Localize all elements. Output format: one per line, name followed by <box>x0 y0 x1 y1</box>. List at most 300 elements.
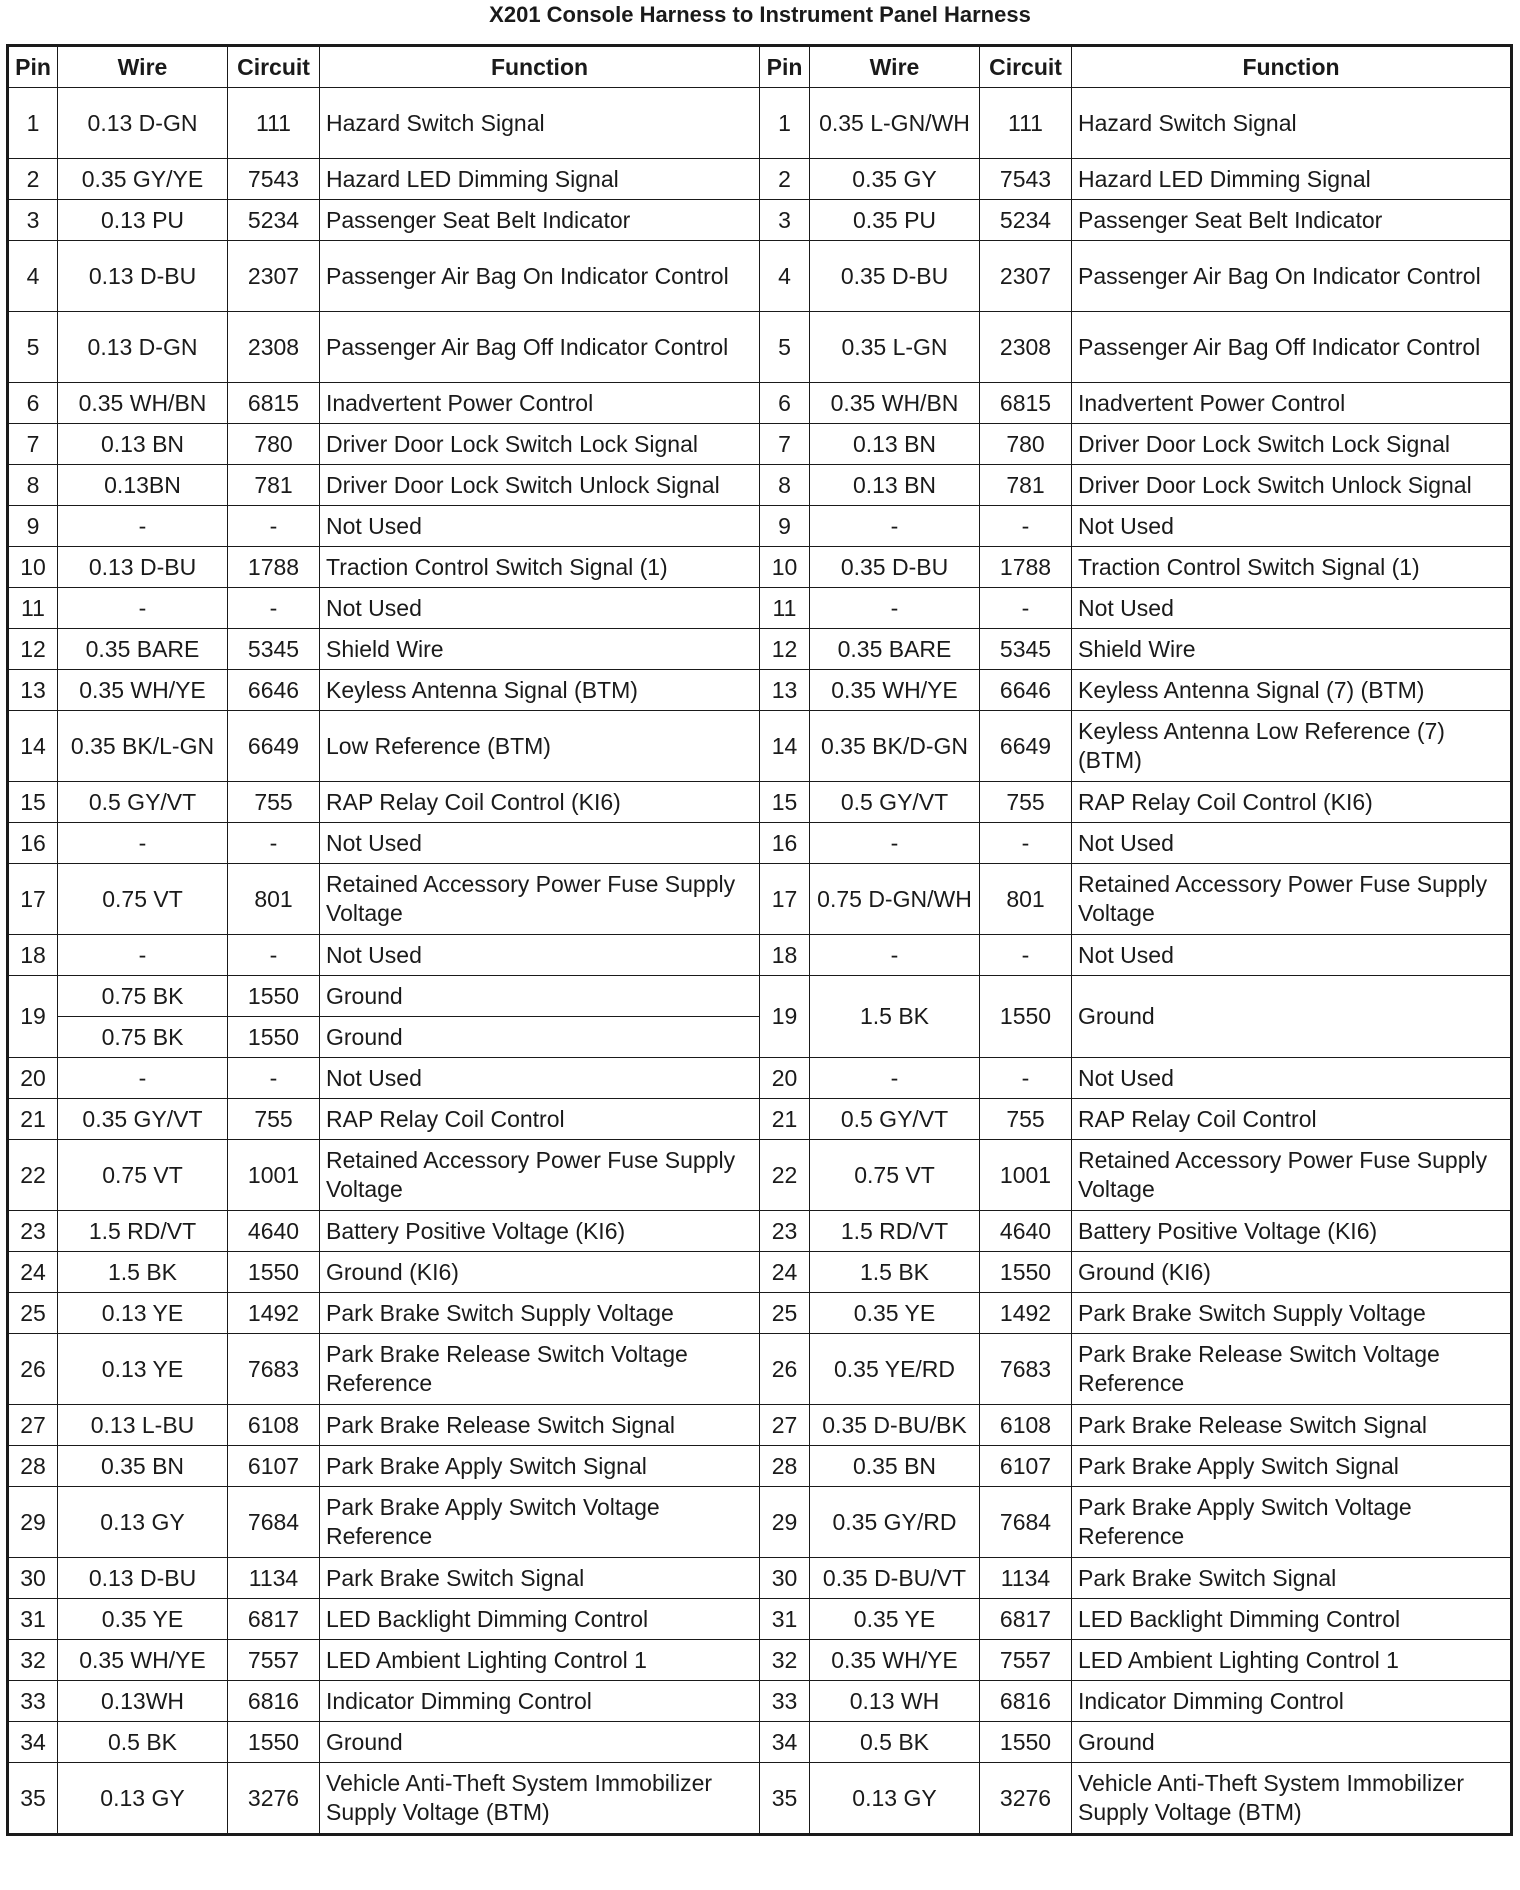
wire-cell: 0.13 D-BU <box>58 1558 228 1599</box>
pin-cell: 34 <box>8 1722 58 1763</box>
wire-cell: 0.35 WH/YE <box>810 670 980 711</box>
function-cell: Park Brake Switch Supply Voltage <box>320 1293 760 1334</box>
wire-cell: 0.35 L-GN/WH <box>810 88 980 159</box>
function-cell: Not Used <box>1072 935 1512 976</box>
wire-cell: 0.35 WH/YE <box>58 670 228 711</box>
table-row <box>8 1722 1512 1763</box>
function-cell: RAP Relay Coil Control <box>1072 1099 1512 1140</box>
pin-cell: 29 <box>760 1487 810 1558</box>
circuit-cell: 755 <box>980 1099 1072 1140</box>
function-cell: Ground (KI6) <box>1072 1252 1512 1293</box>
circuit-cell: - <box>228 823 320 864</box>
table-row <box>8 200 1512 241</box>
wire-cell: 1.5 BK <box>810 1252 980 1293</box>
pin-cell: 2 <box>8 159 58 200</box>
function-cell: Passenger Seat Belt Indicator <box>1072 200 1512 241</box>
pin-cell: 17 <box>760 864 810 935</box>
circuit-cell: - <box>980 506 1072 547</box>
wire-cell: 0.75 VT <box>58 864 228 935</box>
table-row <box>8 1140 1512 1211</box>
circuit-cell: 780 <box>228 424 320 465</box>
function-cell: Inadvertent Power Control <box>320 383 760 424</box>
wire-cell: 0.35 GY <box>810 159 980 200</box>
pin-cell: 3 <box>760 200 810 241</box>
header-function: Function <box>1072 46 1512 88</box>
wire-cell: 0.13 YE <box>58 1293 228 1334</box>
pin-cell: 15 <box>8 782 58 823</box>
function-cell: Hazard LED Dimming Signal <box>320 159 760 200</box>
pin-cell: 32 <box>8 1640 58 1681</box>
wire-cell: 0.35 D-BU/VT <box>810 1558 980 1599</box>
function-cell: Not Used <box>320 935 760 976</box>
circuit-cell: 1788 <box>228 547 320 588</box>
circuit-cell: 1134 <box>228 1558 320 1599</box>
circuit-cell: 2308 <box>980 312 1072 383</box>
wire-cell: 0.13WH <box>58 1681 228 1722</box>
circuit-cell: 6817 <box>228 1599 320 1640</box>
function-cell: RAP Relay Coil Control <box>320 1099 760 1140</box>
pin-cell: 18 <box>8 935 58 976</box>
circuit-cell: 6815 <box>228 383 320 424</box>
function-cell: Battery Positive Voltage (KI6) <box>320 1211 760 1252</box>
pin-cell: 8 <box>760 465 810 506</box>
function-cell: Park Brake Release Switch Signal <box>320 1405 760 1446</box>
pin-cell: 25 <box>760 1293 810 1334</box>
pin-cell: 18 <box>760 935 810 976</box>
pin-cell: 13 <box>760 670 810 711</box>
table-row <box>8 547 1512 588</box>
circuit-cell: 6107 <box>228 1446 320 1487</box>
pin-cell: 7 <box>760 424 810 465</box>
pin-cell: 31 <box>8 1599 58 1640</box>
wire-cell: 0.13 D-BU <box>58 241 228 312</box>
wire-cell: 0.13 GY <box>58 1487 228 1558</box>
function-cell: Inadvertent Power Control <box>1072 383 1512 424</box>
function-cell: Traction Control Switch Signal (1) <box>320 547 760 588</box>
wire-cell: - <box>810 1058 980 1099</box>
wire-cell: 0.35 GY/VT <box>58 1099 228 1140</box>
pin-cell: 12 <box>760 629 810 670</box>
table-row <box>8 506 1512 547</box>
table-row <box>8 1599 1512 1640</box>
wire-cell: 0.35 BK/L-GN <box>58 711 228 782</box>
circuit-cell: 1550 <box>980 1722 1072 1763</box>
function-cell: Low Reference (BTM) <box>320 711 760 782</box>
circuit-cell: - <box>980 823 1072 864</box>
function-cell: Park Brake Apply Switch Signal <box>1072 1446 1512 1487</box>
function-cell: Park Brake Release Switch Voltage Reference <box>1072 1334 1512 1405</box>
wire-cell: 0.35 BN <box>810 1446 980 1487</box>
circuit-cell: 2308 <box>228 312 320 383</box>
circuit-cell: 5345 <box>228 629 320 670</box>
wire-cell: 0.35 WH/BN <box>58 383 228 424</box>
function-cell: Vehicle Anti-Theft System Immobilizer Supply Voltage (BTM) <box>320 1763 760 1835</box>
function-cell: Passenger Air Bag Off Indicator Control <box>320 312 760 383</box>
table-row <box>8 383 1512 424</box>
function-cell: Hazard LED Dimming Signal <box>1072 159 1512 200</box>
circuit-cell: 801 <box>228 864 320 935</box>
circuit-cell: 755 <box>228 1099 320 1140</box>
pin-cell: 8 <box>8 465 58 506</box>
table-row <box>8 1211 1512 1252</box>
table-row <box>8 1334 1512 1405</box>
circuit-cell: 2307 <box>228 241 320 312</box>
pin-cell: 14 <box>760 711 810 782</box>
function-cell: Park Brake Switch Signal <box>320 1558 760 1599</box>
circuit-cell: 4640 <box>980 1211 1072 1252</box>
circuit-cell: 755 <box>228 782 320 823</box>
function-cell: Retained Accessory Power Fuse Supply Voltage <box>1072 1140 1512 1211</box>
wire-cell: 0.13 BN <box>58 424 228 465</box>
pin-cell: 35 <box>760 1763 810 1835</box>
circuit-cell: 781 <box>980 465 1072 506</box>
table-row <box>8 312 1512 383</box>
pin-cell: 34 <box>760 1722 810 1763</box>
table-row <box>8 1763 1512 1835</box>
pin-cell: 9 <box>8 506 58 547</box>
function-cell: Retained Accessory Power Fuse Supply Voltage <box>320 1140 760 1211</box>
wire-cell: 0.13 D-GN <box>58 312 228 383</box>
wire-cell: 0.13 D-BU <box>58 547 228 588</box>
pin-cell: 15 <box>760 782 810 823</box>
function-cell: Driver Door Lock Switch Unlock Signal <box>1072 465 1512 506</box>
circuit-cell: 5234 <box>228 200 320 241</box>
wire-cell: 1.5 BK <box>58 1252 228 1293</box>
table-row <box>8 935 1512 976</box>
function-cell: Not Used <box>320 823 760 864</box>
function-cell: Not Used <box>320 588 760 629</box>
wire-cell: 0.13 GY <box>810 1763 980 1835</box>
table-row <box>8 1099 1512 1140</box>
wire-cell: 0.35 D-BU <box>810 547 980 588</box>
pin-cell: 30 <box>8 1558 58 1599</box>
circuit-cell: 1550 <box>228 976 320 1017</box>
circuit-cell: - <box>980 935 1072 976</box>
table-row <box>8 1681 1512 1722</box>
circuit-cell: 1134 <box>980 1558 1072 1599</box>
pin-cell: 5 <box>760 312 810 383</box>
function-cell: Not Used <box>1072 588 1512 629</box>
pin-cell: 23 <box>8 1211 58 1252</box>
pin-cell: 22 <box>760 1140 810 1211</box>
table-body-a <box>8 88 1512 976</box>
circuit-cell: 6108 <box>980 1405 1072 1446</box>
function-cell: Battery Positive Voltage (KI6) <box>1072 1211 1512 1252</box>
pin-cell: 1 <box>8 88 58 159</box>
circuit-cell: 111 <box>980 88 1072 159</box>
function-cell: Retained Accessory Power Fuse Supply Voltage <box>1072 864 1512 935</box>
pin-cell: 19 <box>8 976 58 1058</box>
table-row <box>8 1558 1512 1599</box>
table-row <box>8 711 1512 782</box>
function-cell: Indicator Dimming Control <box>1072 1681 1512 1722</box>
table-body-pin19 <box>8 976 1512 1058</box>
function-cell: LED Ambient Lighting Control 1 <box>320 1640 760 1681</box>
wire-cell: 0.75 BK <box>58 1017 228 1058</box>
circuit-cell: 801 <box>980 864 1072 935</box>
wire-cell: 1.5 RD/VT <box>58 1211 228 1252</box>
wire-cell: 0.35 YE <box>810 1599 980 1640</box>
table-row <box>8 1640 1512 1681</box>
circuit-cell: 6108 <box>228 1405 320 1446</box>
wire-cell: 0.13 PU <box>58 200 228 241</box>
table-body-b <box>8 1058 1512 1835</box>
pin-cell: 13 <box>8 670 58 711</box>
table-row <box>8 588 1512 629</box>
circuit-cell: 7543 <box>228 159 320 200</box>
wire-cell: 0.5 BK <box>58 1722 228 1763</box>
circuit-cell: 7684 <box>228 1487 320 1558</box>
wire-cell: 0.35 D-BU <box>810 241 980 312</box>
circuit-cell: - <box>980 588 1072 629</box>
circuit-cell: - <box>228 506 320 547</box>
header-pin: Pin <box>8 46 58 88</box>
pin-cell: 3 <box>8 200 58 241</box>
pin-cell: 14 <box>8 711 58 782</box>
circuit-cell: 7683 <box>228 1334 320 1405</box>
table-row <box>8 976 1512 1017</box>
circuit-cell: 1001 <box>228 1140 320 1211</box>
wire-cell: 1.5 RD/VT <box>810 1211 980 1252</box>
circuit-cell: 1001 <box>980 1140 1072 1211</box>
function-cell: Passenger Seat Belt Indicator <box>320 200 760 241</box>
function-cell: Ground <box>320 976 760 1017</box>
pin-cell: 11 <box>8 588 58 629</box>
table-row <box>8 823 1512 864</box>
function-cell: Park Brake Apply Switch Signal <box>320 1446 760 1487</box>
function-cell: Park Brake Apply Switch Voltage Reference <box>1072 1487 1512 1558</box>
pin-cell: 24 <box>8 1252 58 1293</box>
wire-cell: 0.35 YE/RD <box>810 1334 980 1405</box>
table-row <box>8 629 1512 670</box>
pin-cell: 21 <box>760 1099 810 1140</box>
pin-cell: 11 <box>760 588 810 629</box>
pin-cell: 27 <box>760 1405 810 1446</box>
pin-cell: 33 <box>760 1681 810 1722</box>
wire-cell: - <box>810 823 980 864</box>
wire-cell: - <box>58 823 228 864</box>
circuit-cell: 7557 <box>980 1640 1072 1681</box>
pin-cell: 4 <box>760 241 810 312</box>
pin-cell: 35 <box>8 1763 58 1835</box>
wire-cell: - <box>810 506 980 547</box>
wire-cell: - <box>58 588 228 629</box>
table-row <box>8 465 1512 506</box>
wire-cell: - <box>58 935 228 976</box>
pin-cell: 31 <box>760 1599 810 1640</box>
circuit-cell: 755 <box>980 782 1072 823</box>
page-title: X201 Console Harness to Instrument Panel Harness <box>489 2 1031 27</box>
function-cell: Passenger Air Bag On Indicator Control <box>1072 241 1512 312</box>
wire-cell: 0.35 YE <box>810 1293 980 1334</box>
pin-cell: 28 <box>8 1446 58 1487</box>
pin-cell: 5 <box>8 312 58 383</box>
circuit-cell: 780 <box>980 424 1072 465</box>
wire-cell: 0.13 L-BU <box>58 1405 228 1446</box>
wire-cell: 0.75 D-GN/WH <box>810 864 980 935</box>
function-cell: Ground (KI6) <box>320 1252 760 1293</box>
wire-cell: 0.35 D-BU/BK <box>810 1405 980 1446</box>
circuit-cell: 6649 <box>228 711 320 782</box>
pin-cell: 26 <box>8 1334 58 1405</box>
wire-cell: 0.35 BN <box>58 1446 228 1487</box>
circuit-cell: 1550 <box>980 1252 1072 1293</box>
function-cell: Hazard Switch Signal <box>1072 88 1512 159</box>
header-row <box>8 46 1512 88</box>
wire-cell: 0.13 BN <box>810 465 980 506</box>
wire-cell: - <box>810 935 980 976</box>
circuit-cell: 7684 <box>980 1487 1072 1558</box>
function-cell: Keyless Antenna Low Reference (7) (BTM) <box>1072 711 1512 782</box>
function-cell: Driver Door Lock Switch Lock Signal <box>1072 424 1512 465</box>
circuit-cell: 3276 <box>980 1763 1072 1835</box>
wire-cell: 0.35 BARE <box>810 629 980 670</box>
circuit-cell: 1550 <box>228 1017 320 1058</box>
circuit-cell: 2307 <box>980 241 1072 312</box>
pin-cell: 24 <box>760 1252 810 1293</box>
pin-cell: 17 <box>8 864 58 935</box>
function-cell: Park Brake Release Switch Signal <box>1072 1405 1512 1446</box>
circuit-cell: - <box>228 1058 320 1099</box>
wire-cell: 0.5 GY/VT <box>810 782 980 823</box>
pin-cell: 28 <box>760 1446 810 1487</box>
function-cell: Keyless Antenna Signal (7) (BTM) <box>1072 670 1512 711</box>
header-wire: Wire <box>810 46 980 88</box>
pin-cell: 4 <box>8 241 58 312</box>
wire-cell: 0.13 YE <box>58 1334 228 1405</box>
function-cell: Driver Door Lock Switch Unlock Signal <box>320 465 760 506</box>
pin-cell: 10 <box>8 547 58 588</box>
pin-cell: 30 <box>760 1558 810 1599</box>
circuit-cell: 4640 <box>228 1211 320 1252</box>
circuit-cell: - <box>980 1058 1072 1099</box>
pin-cell: 26 <box>760 1334 810 1405</box>
wire-cell: 0.35 BARE <box>58 629 228 670</box>
function-cell: Hazard Switch Signal <box>320 88 760 159</box>
table-row <box>8 864 1512 935</box>
circuit-cell: 6815 <box>980 383 1072 424</box>
pin-cell: 20 <box>8 1058 58 1099</box>
function-cell: RAP Relay Coil Control (KI6) <box>1072 782 1512 823</box>
wire-cell: 0.5 BK <box>810 1722 980 1763</box>
function-cell: Not Used <box>320 1058 760 1099</box>
table-row <box>8 1446 1512 1487</box>
wire-cell: 1.5 BK <box>810 976 980 1058</box>
pin-cell: 16 <box>8 823 58 864</box>
function-cell: Not Used <box>320 506 760 547</box>
circuit-cell: 6646 <box>980 670 1072 711</box>
wire-cell: - <box>58 506 228 547</box>
function-cell: Ground <box>320 1722 760 1763</box>
circuit-cell: 7543 <box>980 159 1072 200</box>
function-cell: Vehicle Anti-Theft System Immobilizer Supply Voltage (BTM) <box>1072 1763 1512 1835</box>
circuit-cell: 6646 <box>228 670 320 711</box>
circuit-cell: 7683 <box>980 1334 1072 1405</box>
function-cell: Traction Control Switch Signal (1) <box>1072 547 1512 588</box>
circuit-cell: 6107 <box>980 1446 1072 1487</box>
function-cell: Passenger Air Bag On Indicator Control <box>320 241 760 312</box>
function-cell: Ground <box>320 1017 760 1058</box>
table-row <box>8 782 1512 823</box>
pin-cell: 6 <box>760 383 810 424</box>
circuit-cell: 781 <box>228 465 320 506</box>
circuit-cell: 6816 <box>228 1681 320 1722</box>
pin-cell: 20 <box>760 1058 810 1099</box>
wire-cell: 0.5 GY/VT <box>58 782 228 823</box>
table-row <box>8 159 1512 200</box>
table-row <box>8 424 1512 465</box>
pin-cell: 7 <box>8 424 58 465</box>
wire-cell: 0.35 BK/D-GN <box>810 711 980 782</box>
pin-cell: 22 <box>8 1140 58 1211</box>
pin-cell: 12 <box>8 629 58 670</box>
wire-cell: 0.35 YE <box>58 1599 228 1640</box>
function-cell: Park Brake Switch Signal <box>1072 1558 1512 1599</box>
header-circuit: Circuit <box>980 46 1072 88</box>
wire-cell: 0.35 PU <box>810 200 980 241</box>
wire-cell: 0.35 GY/RD <box>810 1487 980 1558</box>
wire-cell: 0.75 VT <box>58 1140 228 1211</box>
table-row <box>8 1405 1512 1446</box>
function-cell: Shield Wire <box>320 629 760 670</box>
pin-cell: 33 <box>8 1681 58 1722</box>
circuit-cell: 6816 <box>980 1681 1072 1722</box>
function-cell: Indicator Dimming Control <box>320 1681 760 1722</box>
circuit-cell: 1550 <box>228 1252 320 1293</box>
function-cell: Shield Wire <box>1072 629 1512 670</box>
function-cell: Not Used <box>1072 1058 1512 1099</box>
pin-cell: 10 <box>760 547 810 588</box>
circuit-cell: - <box>228 588 320 629</box>
function-cell: Passenger Air Bag Off Indicator Control <box>1072 312 1512 383</box>
function-cell: Park Brake Apply Switch Voltage Reference <box>320 1487 760 1558</box>
wire-cell: 0.13 WH <box>810 1681 980 1722</box>
wire-cell: 0.13BN <box>58 465 228 506</box>
circuit-cell: 5345 <box>980 629 1072 670</box>
wire-cell: 0.13 BN <box>810 424 980 465</box>
function-cell: LED Ambient Lighting Control 1 <box>1072 1640 1512 1681</box>
function-cell: LED Backlight Dimming Control <box>1072 1599 1512 1640</box>
wire-cell: - <box>810 588 980 629</box>
function-cell: Not Used <box>1072 823 1512 864</box>
circuit-cell: 1550 <box>980 976 1072 1058</box>
table-row <box>8 670 1512 711</box>
wire-cell: 0.13 GY <box>58 1763 228 1835</box>
pin-cell: 25 <box>8 1293 58 1334</box>
pin-cell: 16 <box>760 823 810 864</box>
wire-cell: 0.35 WH/BN <box>810 383 980 424</box>
pin-cell: 2 <box>760 159 810 200</box>
function-cell: Park Brake Switch Supply Voltage <box>1072 1293 1512 1334</box>
circuit-cell: - <box>228 935 320 976</box>
wire-cell: 0.75 VT <box>810 1140 980 1211</box>
wire-cell: 0.35 GY/YE <box>58 159 228 200</box>
pin-cell: 9 <box>760 506 810 547</box>
pin-cell: 23 <box>760 1211 810 1252</box>
header-pin: Pin <box>760 46 810 88</box>
table-row <box>8 1058 1512 1099</box>
wire-cell: - <box>58 1058 228 1099</box>
wire-cell: 0.35 WH/YE <box>810 1640 980 1681</box>
function-cell: Park Brake Release Switch Voltage Reference <box>320 1334 760 1405</box>
circuit-cell: 1550 <box>228 1722 320 1763</box>
function-cell: Keyless Antenna Signal (BTM) <box>320 670 760 711</box>
circuit-cell: 5234 <box>980 200 1072 241</box>
pin-cell: 32 <box>760 1640 810 1681</box>
wire-cell: 0.35 L-GN <box>810 312 980 383</box>
function-cell: Ground <box>1072 976 1512 1058</box>
circuit-cell: 1492 <box>228 1293 320 1334</box>
